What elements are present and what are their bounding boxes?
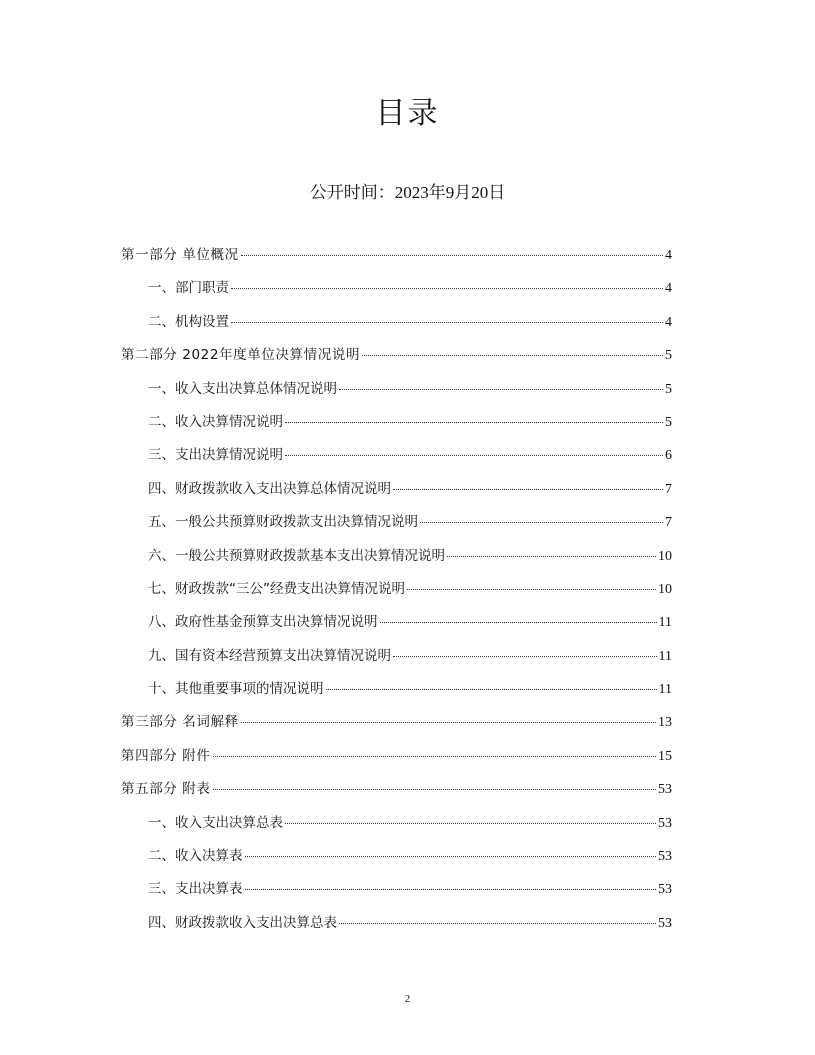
toc-dot-leader [241, 255, 663, 256]
toc-entry-page: 5 [665, 381, 672, 397]
toc-entry-title: 二、机构设置 [148, 313, 229, 330]
toc-entry[interactable] [121, 443, 672, 476]
toc-entry-title: 九、国有资本经营预算支出决算情况说明 [148, 647, 391, 664]
publish-date: 公开时间：2023年9月20日 [309, 183, 506, 202]
toc-entry-page: 5 [665, 414, 672, 430]
toc-entry-title: 八、政府性基金预算支出决算情况说明 [148, 614, 378, 631]
toc-entry-title: 一、收入支出决算总表 [148, 814, 283, 831]
toc-entry-title: 一、收入支出决算总体情况说明 [148, 380, 337, 397]
toc-entry[interactable] [121, 577, 672, 610]
toc-entry-title: 五、一般公共预算财政拨款支出决算情况说明 [148, 514, 418, 531]
toc-entry-page: 7 [665, 515, 672, 531]
toc-entry[interactable] [121, 911, 672, 944]
toc-dot-leader [420, 522, 663, 523]
toc-entry-title: 二、收入决算表 [148, 848, 243, 865]
toc-entry[interactable] [121, 844, 672, 877]
toc-entry-title: 三、支出决算表 [148, 881, 243, 898]
toc-entry-page: 4 [665, 248, 672, 263]
toc-entry-page: 53 [658, 782, 672, 798]
toc-entry-page: 53 [658, 915, 672, 931]
toc-entry-page: 10 [658, 548, 672, 564]
toc-entry-page: 10 [658, 581, 672, 597]
toc-entry[interactable] [121, 811, 672, 844]
toc-dot-leader [447, 556, 656, 557]
toc-entry[interactable] [121, 276, 672, 309]
toc-entry-title: 第五部分 附表 [121, 781, 211, 798]
toc-entry-page: 7 [665, 481, 672, 497]
toc-entry[interactable] [121, 710, 672, 743]
toc-entry-title: 十、其他重要事项的情况说明 [148, 681, 324, 698]
toc-entry-title: 第三部分 名词解释 [121, 714, 239, 731]
toc-dot-leader [407, 589, 656, 590]
toc-entry-page: 13 [658, 715, 672, 731]
toc-dot-leader [285, 422, 663, 423]
toc-entry[interactable] [121, 410, 672, 443]
toc-entry[interactable] [121, 644, 672, 677]
page-title: 目录 [375, 96, 440, 131]
toc-entry[interactable] [121, 343, 672, 376]
toc-dot-leader [339, 923, 656, 924]
toc-entry-title: 第四部分 附件 [121, 747, 211, 764]
toc-entry-page: 53 [658, 815, 672, 831]
toc-entry-title: 第二部分 2022年度单位决算情况说明 [121, 347, 361, 364]
toc-dot-leader [285, 823, 656, 824]
toc-entry-page: 11 [658, 648, 672, 664]
toc-entry[interactable] [121, 377, 672, 410]
toc-entry-title: 第一部分 单位概况 [121, 247, 239, 263]
toc-entry[interactable] [121, 877, 672, 910]
toc-entry-title: 三、支出决算情况说明 [148, 447, 283, 464]
toc-dot-leader [285, 455, 663, 456]
toc-dot-leader [245, 889, 657, 890]
toc-entry-page: 11 [658, 615, 672, 631]
toc-entry[interactable] [121, 310, 672, 343]
toc-dot-leader [380, 622, 657, 623]
toc-dot-leader [231, 288, 663, 289]
toc-dot-leader [326, 689, 657, 690]
toc-entry-title: 四、财政拨款收入支出决算总表 [148, 914, 337, 931]
toc-entry[interactable] [121, 744, 672, 777]
toc-entry-page: 5 [665, 348, 672, 364]
toc-dot-leader [213, 789, 657, 790]
toc-dot-leader [393, 489, 663, 490]
toc-dot-leader [393, 656, 657, 657]
toc-entry[interactable] [121, 777, 672, 810]
toc-entry-title: 四、财政拨款收入支出决算总体情况说明 [148, 480, 391, 497]
toc-entry[interactable] [121, 677, 672, 710]
toc-entry-page: 4 [665, 314, 672, 330]
table-of-contents [121, 243, 672, 944]
toc-entry-page: 15 [658, 748, 672, 764]
toc-entry-page: 4 [665, 281, 672, 297]
toc-entry-title: 一、部门职责 [148, 280, 229, 297]
toc-entry-title: 七、财政拨款“三公”经费支出决算情况说明 [148, 580, 405, 597]
toc-entry-page: 53 [658, 882, 672, 898]
toc-dot-leader [362, 355, 663, 356]
page-number: 2 [404, 993, 411, 1005]
toc-entry-title: 六、一般公共预算财政拨款基本支出决算情况说明 [148, 547, 445, 564]
toc-entry[interactable] [121, 243, 672, 276]
toc-entry[interactable] [121, 610, 672, 643]
toc-entry-page: 6 [665, 448, 672, 464]
toc-entry-page: 11 [658, 682, 672, 698]
toc-dot-leader [231, 322, 663, 323]
toc-entry[interactable] [121, 510, 672, 543]
toc-entry[interactable] [121, 477, 672, 510]
toc-dot-leader [339, 389, 663, 390]
toc-dot-leader [245, 856, 657, 857]
toc-dot-leader [213, 756, 657, 757]
toc-entry-page: 53 [658, 849, 672, 865]
toc-entry[interactable] [121, 544, 672, 577]
toc-dot-leader [241, 722, 656, 723]
toc-entry-title: 二、收入决算情况说明 [148, 413, 283, 430]
